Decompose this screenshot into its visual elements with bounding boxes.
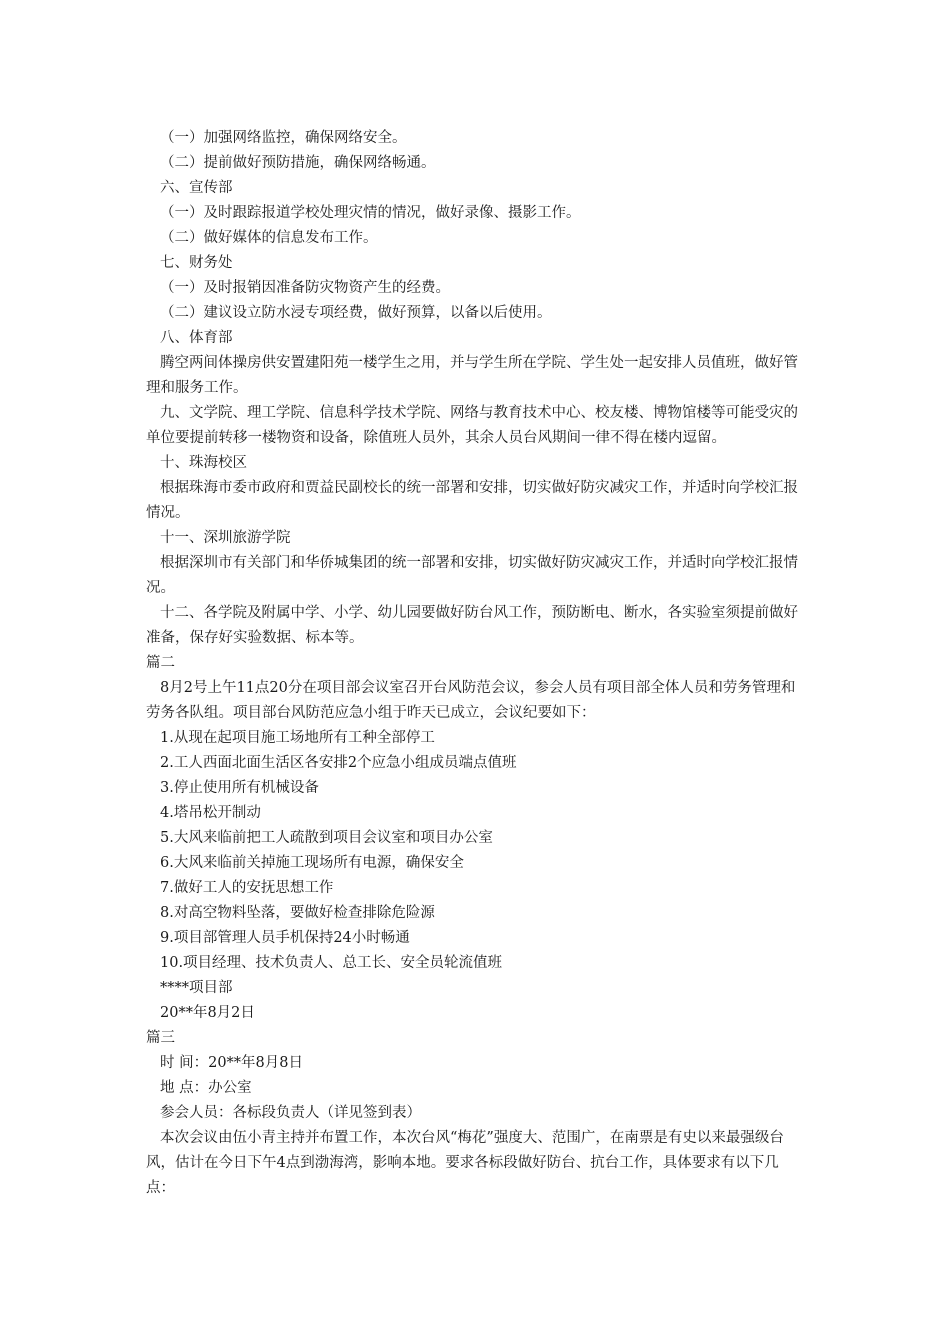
- section-heading: 十一、深圳旅游学院: [160, 530, 291, 546]
- meeting-time: 时 间：20**年8月8日: [160, 1055, 304, 1071]
- list-item: 10.项目经理、技术负责人、总工长、安全员轮流值班: [160, 955, 503, 971]
- paragraph: 九、文学院、理工学院、信息科学技术学院、网络与教育技术中心、校友楼、博物馆楼等可能受灾的单位要提前转移一楼物资和设备，除值班人员外，其余人员台风期间一律不得在楼内逗留。: [146, 405, 798, 446]
- paragraph-line: （二）做好媒体的信息发布工作。: [160, 230, 378, 246]
- list-item: 8.对高空物料坠落，要做好检查排除危险源: [160, 905, 435, 921]
- list-item: 1.从现在起项目施工场地所有工种全部停工: [160, 730, 435, 746]
- document-body: [146, 126, 806, 1201]
- list-item: 4.塔吊松开制动: [160, 805, 261, 821]
- section-heading: 七、财务处: [160, 255, 233, 271]
- section-heading: 六、宣传部: [160, 180, 233, 196]
- list-item: 6.大风来临前关掉施工现场所有电源，确保安全: [160, 855, 464, 871]
- list-item: 3.停止使用所有机械设备: [160, 780, 319, 796]
- part-heading: 篇二: [146, 655, 175, 671]
- signature-line: ****项目部: [160, 980, 233, 996]
- part-heading: 篇三: [146, 1030, 175, 1046]
- section-heading: 八、体育部: [160, 330, 233, 346]
- paragraph: 8月2号上午11点20分在项目部会议室召开台风防范会议，参会人员有项目部全体人员和劳务管理和劳务各队组。项目部台风防范应急小组于昨天已成立，会议纪要如下：: [146, 680, 796, 721]
- paragraph: 根据珠海市委市政府和贾益民副校长的统一部署和安排，切实做好防灾减灾工作，并适时向学校汇报情况。: [146, 480, 798, 521]
- list-item: 7.做好工人的安抚思想工作: [160, 880, 334, 896]
- paragraph-line: （一）及时报销因准备防灾物资产生的经费。: [160, 280, 450, 296]
- paragraph-line: （二）提前做好预防措施，确保网络畅通。: [160, 155, 436, 171]
- section-heading: 十、珠海校区: [160, 455, 247, 471]
- list-item: 5.大风来临前把工人疏散到项目会议室和项目办公室: [160, 830, 493, 846]
- list-item: 9.项目部管理人员手机保持24小时畅通: [160, 930, 410, 946]
- meeting-location: 地 点：办公室: [160, 1080, 252, 1096]
- paragraph: 十二、各学院及附属中学、小学、幼儿园要做好防台风工作，预防断电、断水，各实验室须提前做好准备，保存好实验数据、标本等。: [146, 605, 798, 646]
- date-line: 20**年8月2日: [160, 1005, 255, 1021]
- paragraph: 本次会议由伍小青主持并布置工作，本次台风“梅花”强度大、范围广，在南票是有史以来最强级台风，估计在今日下午4点到渤海湾，影响本地。要求各标段做好防台、抗台工作，具体要求有以下几点：: [146, 1130, 784, 1196]
- paragraph-line: （二）建议设立防水浸专项经费，做好预算，以备以后使用。: [160, 305, 552, 321]
- paragraph: 根据深圳市有关部门和华侨城集团的统一部署和安排，切实做好防灾减灾工作，并适时向学校汇报情况。: [146, 555, 798, 596]
- list-item: 2.工人西面北面生活区各安排2个应急小组成员端点值班: [160, 755, 517, 771]
- paragraph-line: （一）加强网络监控，确保网络安全。: [160, 130, 407, 146]
- paragraph-line: （一）及时跟踪报道学校处理灾情的情况，做好录像、摄影工作。: [160, 205, 581, 221]
- paragraph: 腾空两间体操房供安置建阳苑一楼学生之用，并与学生所在学院、学生处一起安排人员值班，做好管理和服务工作。: [146, 355, 798, 396]
- meeting-attendees: 参会人员：各标段负责人（详见签到表）: [160, 1105, 421, 1121]
